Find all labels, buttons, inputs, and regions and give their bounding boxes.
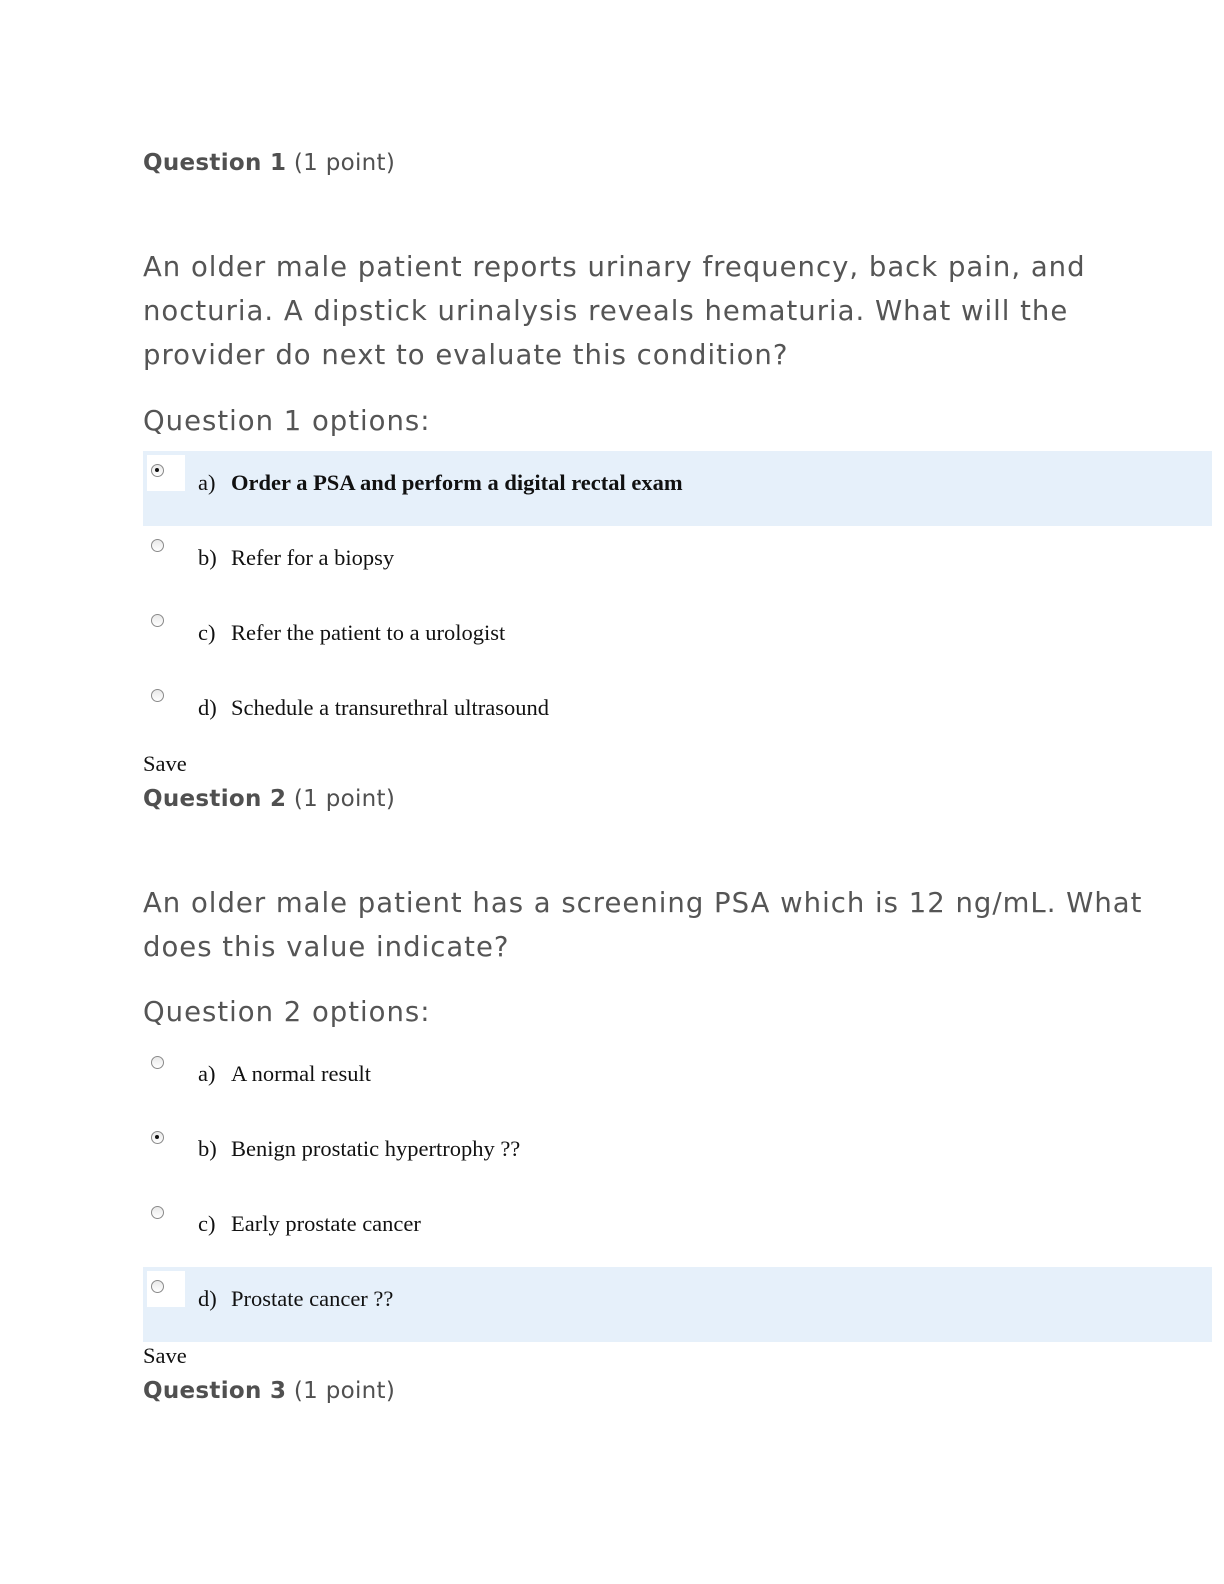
option-letter: b) <box>198 1136 217 1161</box>
option-text: Order a PSA and perform a digital rectal exam <box>231 470 683 495</box>
question-2-header <box>143 786 395 812</box>
q2-option-a[interactable] <box>198 1061 371 1087</box>
question-1-label: Question 1 <box>143 150 287 176</box>
q1-option-b[interactable] <box>198 545 394 571</box>
option-text: Prostate cancer ?? <box>231 1286 394 1311</box>
q2-save-button[interactable]: Save <box>143 1343 187 1368</box>
q2-option-d[interactable] <box>198 1286 393 1312</box>
q2-option-b[interactable] <box>198 1136 520 1162</box>
radio-dot-icon <box>155 468 159 472</box>
question-3-points: (1 point) <box>293 1378 396 1404</box>
question-2-label: Question 2 <box>143 786 287 812</box>
option-text: A normal result <box>231 1061 371 1086</box>
option-letter: a) <box>198 1061 216 1086</box>
question-2-points: (1 point) <box>293 786 396 812</box>
option-text: Early prostate cancer <box>231 1211 421 1236</box>
q2-option-d-radio[interactable] <box>151 1280 164 1293</box>
option-letter: d) <box>198 1286 217 1311</box>
q1-option-d[interactable] <box>198 695 549 721</box>
question-1-header <box>143 150 395 176</box>
question-2-options-label: Question 2 options: <box>143 996 431 1028</box>
option-text: Benign prostatic hypertrophy ?? <box>231 1136 521 1161</box>
question-3-header <box>143 1378 395 1404</box>
option-text: Refer the patient to a urologist <box>231 620 506 645</box>
option-text: Schedule a transurethral ultrasound <box>231 695 550 720</box>
option-letter: c) <box>198 1211 216 1236</box>
q2-option-b-radio[interactable] <box>151 1131 164 1144</box>
question-3-label: Question 3 <box>143 1378 287 1404</box>
option-text: Refer for a biopsy <box>231 545 395 570</box>
q1-option-a[interactable] <box>198 470 683 496</box>
q1-option-b-radio[interactable] <box>151 539 164 552</box>
radio-dot-icon <box>155 1135 159 1139</box>
question-1-options-label: Question 1 options: <box>143 405 431 437</box>
q1-option-c-radio[interactable] <box>151 614 164 627</box>
q1-option-d-radio[interactable] <box>151 689 164 702</box>
option-letter: c) <box>198 620 216 645</box>
option-letter: a) <box>198 470 216 495</box>
option-letter: d) <box>198 695 217 720</box>
q1-save-button[interactable]: Save <box>143 751 187 776</box>
question-1-points: (1 point) <box>293 150 396 176</box>
q2-option-a-radio[interactable] <box>151 1056 164 1069</box>
option-letter: b) <box>198 545 217 570</box>
question-2-text: An older male patient has a screening PSA which is 12 ng/mL. What does this value indicate? <box>143 887 1143 963</box>
q2-option-c[interactable] <box>198 1211 421 1237</box>
question-1-text: An older male patient reports urinary frequency, back pain, and nocturia. A dipstick urinalysis reveals hematuria. What will the provider do next to evaluate this condition? <box>143 251 1086 371</box>
q2-option-c-radio[interactable] <box>151 1206 164 1219</box>
q1-option-c[interactable] <box>198 620 505 646</box>
q1-option-a-radio[interactable] <box>151 464 164 477</box>
